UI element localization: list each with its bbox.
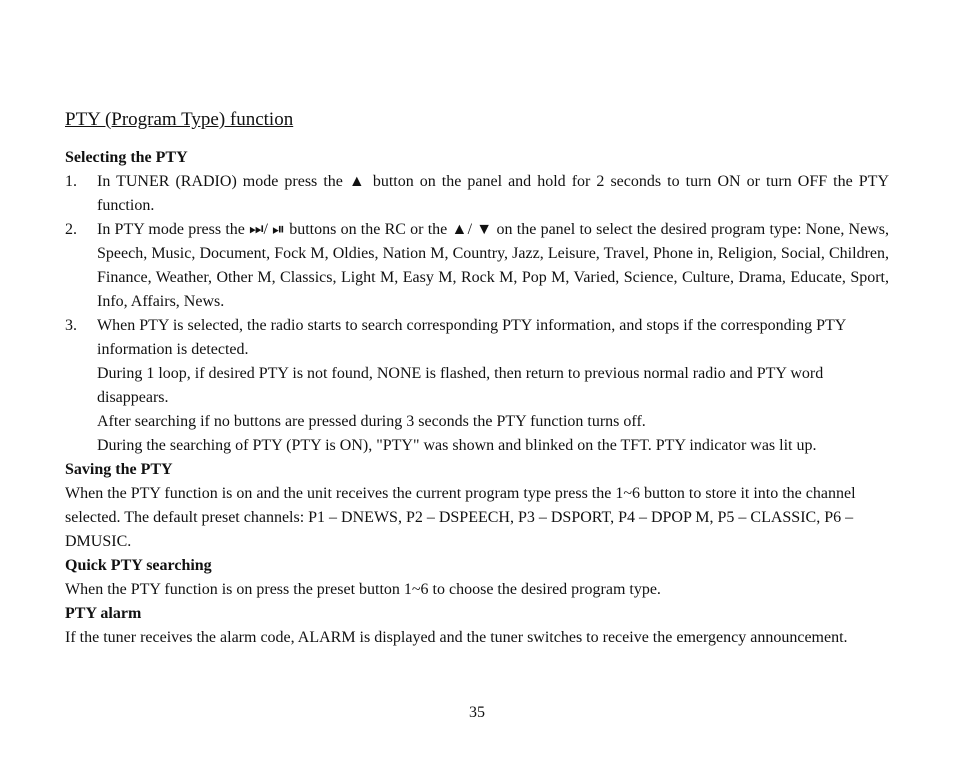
section-text-quick: When the PTY function is on press the preset button 1~6 to choose the desired program type. xyxy=(65,581,661,598)
section-heading-saving: Saving the PTY xyxy=(65,461,173,478)
section-text-alarm: If the tuner receives the alarm code, ALARM is displayed and the tuner switches to receive the emergency announcement. xyxy=(65,629,848,646)
page-number: 35 xyxy=(469,704,485,721)
section-heading-selecting: Selecting the PTY xyxy=(65,149,188,166)
list-item-extra: After searching if no buttons are pressed during 3 seconds the PTY function turns off. xyxy=(97,413,646,430)
list-item-1 xyxy=(65,170,889,218)
content-body xyxy=(65,146,889,650)
list-item-extra: During 1 loop, if desired PTY is not found, NONE is flashed, then return to previous normal radio and PTY word disappears. xyxy=(97,365,824,406)
list-number: 1. xyxy=(65,173,77,190)
list-number: 3. xyxy=(65,317,77,334)
list-item-extra: During the searching of PTY (PTY is ON), "PTY" was shown and blinked on the TFT. PTY indicator was lit up. xyxy=(97,437,817,454)
list-item-3 xyxy=(65,314,889,458)
section-text-saving: When the PTY function is on and the unit receives the current program type press the 1~6 button to store it into the channel selected. The default preset channels: P1 – DNEWS, P2 – DSPEECH, P3 – DSPORT, P4 – DPOP M, P5 – CLASSIC, P6 – DMUSIC. xyxy=(65,485,856,550)
list-item-text: In PTY mode press the ⏭/ ⏯ buttons on the RC or the ▲/ ▼ on the panel to select the desired program type: None, News, Speech, Music, Document, Fock M, Oldies, Nation M, Country, Jazz, Leisure, Travel, Phone in, Religion, Social, Children, Finance, Weather, Other M, Classics, Light M, Easy M, Rock M, Pop M, Varied, Science, Culture, Drama, Educate, Sport, Info, Affairs, News. xyxy=(97,221,889,310)
list-item-text: When PTY is selected, the radio starts to search corresponding PTY information, and stops if the corresponding PTY information is detected. xyxy=(97,317,846,358)
list-item-text: In TUNER (RADIO) mode press the ▲ button on the panel and hold for 2 seconds to turn ON or turn OFF the PTY function. xyxy=(97,173,889,214)
list-item-2 xyxy=(65,218,889,314)
page-title: PTY (Program Type) function xyxy=(65,109,294,130)
section-heading-alarm: PTY alarm xyxy=(65,605,142,622)
list-number: 2. xyxy=(65,221,77,238)
section-heading-quick: Quick PTY searching xyxy=(65,557,212,574)
